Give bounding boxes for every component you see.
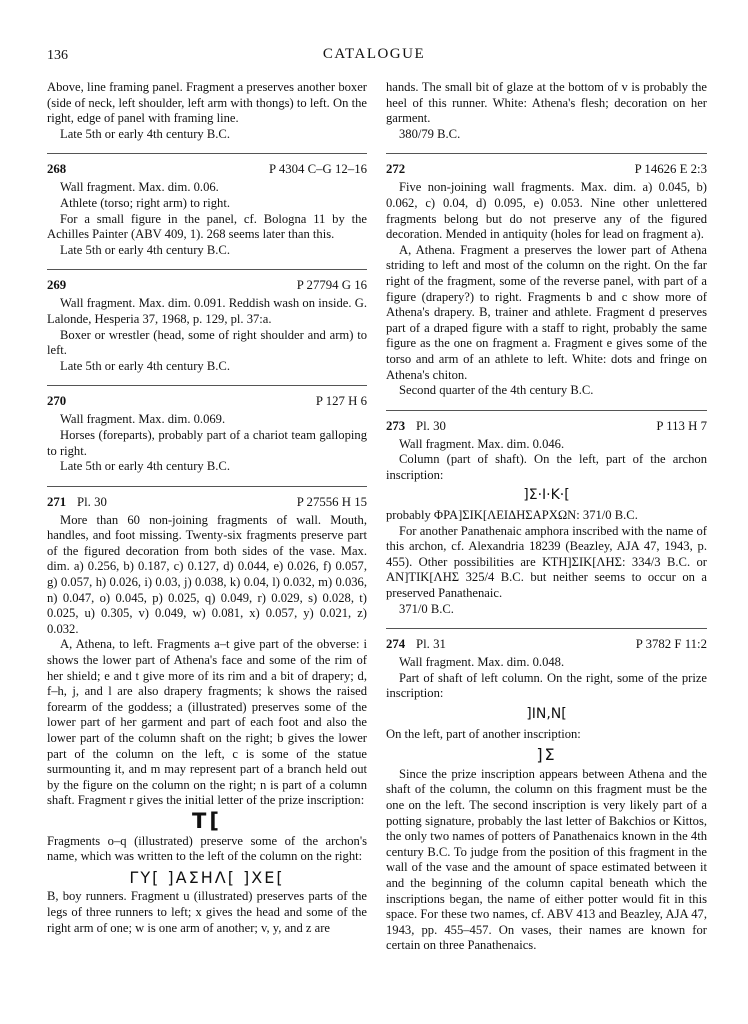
entry-text: Wall fragment. Max. dim. 0.048. — [399, 655, 565, 670]
prize-inscription: ]ΙΝ,Ν[ — [526, 706, 567, 722]
entry-text: Five non-joining wall fragments. Max. dim. a) 0.045, b) 0.062, c) 0.04, d) 0.095, e) 0.053. Nine other unlettered fragments belong but do not preserve any of the figured decoration. Mended in antiquity (holes for lead on fragment a). — [386, 180, 707, 242]
entry-number: 273 — [386, 418, 406, 433]
entry-date: Late 5th or early 4th century B.C. — [60, 242, 230, 257]
entry-number: 270 — [47, 394, 67, 409]
entry-text: Part of shaft of left column. On the right, some of the prize inscription: — [386, 670, 707, 701]
entry-text: B, boy runners. Fragment u (illustrated) preserves parts of the legs of three runners to left; x gives the head and some of the right arm of one; w is one arm of another; v, y, and z are — [47, 889, 367, 935]
entry-text: Wall fragment. Max. dim. 0.069. — [60, 412, 226, 427]
entry-number: 274 — [386, 637, 406, 652]
running-title: CATALOGUE — [322, 46, 426, 62]
intro-text: Above, line framing panel. Fragment a preserves another boxer (side of neck, left shoulder, left arm with thongs) to left. On the right, edge of panel with framing line. — [47, 80, 367, 126]
entry-text: Wall fragment. Max. dim. 0.091. Reddish wash on inside. G. Lalonde, Hesperia 37, 1968, p. 129, pl. 37:a. — [47, 296, 367, 326]
entry-text: probably ΦΡΑ]ΣΙΚ[ΛΕΙΔΗΣΑΡΧΩΝ: 371/0 B.C. — [386, 508, 638, 523]
entry-text: Wall fragment. Max. dim. 0.06. — [60, 180, 219, 195]
entry-text: A, Athena. Fragment a preserves the lower part of Athena striding to left and most of the column on the right. On the far right of the fragment, some of the reverse panel, with part of a figure (drapery?) to right. Fragments b and c show more of Athena's drapery. B, trainer and athlete. Fragment d preserves part of a draped figure with a staff to right, probably the same figure as the one on fragment a. Fragment e gives some of the torso and arm of an athlete to left. White: dots and fringe on Athena's chiton. — [386, 242, 707, 382]
entry-date: 380/79 B.C. — [399, 126, 461, 141]
accession: P 3782 F 11:2 — [635, 637, 707, 652]
entry-number: 269 — [47, 278, 67, 293]
accession: P 113 H 7 — [656, 418, 707, 433]
entry-272-heading — [386, 153, 707, 180]
entry-text: More than 60 non-joining fragments of wall. Mouth, handles, and foot missing. Twenty-six fragments preserve part of the figured decoration from both sides of the vase. Max. dim. a) 0.256, b) 0.187, c) 0.127, d) 0.044, e) 0.026, f) 0.057, g) 0.057, h) 0.026, i) 0.03, j) 0.038, k) 0.04, l) 0.032, m) 0.036, n) 0.047, o) 0.045, p) 0.025, q) 0.049, r) 0.029, s) 0.028, t) 0.025, u) 0.305, v) 0.049, w) 0.081, x) 0.057, y) 0.021, z) 0.032. — [47, 512, 367, 636]
entry-271-heading — [47, 486, 367, 513]
entry-text: On the left, part of another inscription: — [386, 726, 581, 741]
accession: P 127 H 6 — [315, 394, 367, 409]
entry-date: Second quarter of the 4th century B.C. — [399, 383, 594, 398]
entry-text: Boxer or wrestler (head, some of right shoulder and arm) to left. — [47, 327, 367, 358]
prize-inscription: T[ — [192, 808, 222, 833]
plate-ref: Pl. 30 — [77, 494, 107, 509]
entry-date: Late 5th or early 4th century B.C. — [60, 459, 230, 474]
entry-text: A, Athena, to left. Fragments a–t give part of the obverse: i shows the lower part of Athena's face and some of the rim of her shield; e and t give more of its rim and a bit of drapery; d, f–h, j, and l are also drapery fragments; k shows the raised forearm of the goddess; a (illustrated) preserves some of the lower part of her garment and part of each foot and also the lower part of the column shaft on the right; b gives the lower part of the column on the left, c is some of the statue surmounting it, and m may represent part of a branch held out by the figure on the column on the right; n is part of a column shaft. Fragment r gives the initial letter of the prize inscription: — [47, 637, 367, 808]
continued-text: hands. The small bit of glaze at the bottom of v is probably the heel of this runner. White: Athena's flesh; decoration on her garment. — [386, 80, 707, 126]
potter-inscription: ]Σ — [536, 745, 557, 765]
accession: P 27556 H 15 — [296, 494, 367, 509]
left-column — [47, 80, 367, 936]
accession: P 14626 E 2:3 — [634, 162, 707, 177]
entry-number: 268 — [47, 162, 67, 177]
page-number: 136 — [47, 48, 68, 63]
entry-text: Fragments o–q (illustrated) preserve some of the archon's name, which was written to the left of the column on the right: — [47, 833, 367, 864]
entry-text: For a small figure in the panel, cf. Bologna 11 by the Achilles Painter (ABV 409, 1). 268 seems later than this. — [47, 211, 367, 242]
entry-text: For another Panathenaic amphora inscribed with the name of this archon, cf. Alexandria 18239 (Beazley, AJA 47, 1943, p. 455). Other possibilities are ΚΤΗ]ΣΙΚ[ΛΗΣ: 334/3 B.C. or ΑΝ]ΤΙΚ[ΛΗΣ 325/4 B.C. but neither seems to occur on a preserved Panathenaic. — [386, 523, 707, 601]
entry-date: Late 5th or early 4th century B.C. — [60, 358, 230, 373]
entry-number: 271 — [47, 494, 67, 509]
entry-text: Horses (foreparts), probably part of a chariot team galloping to right. — [47, 427, 367, 458]
plate-ref: Pl. 31 — [416, 637, 446, 652]
entry-270-heading — [47, 385, 367, 412]
entry-273-heading — [386, 410, 707, 437]
entry-269-heading — [47, 269, 367, 296]
accession: P 4304 C–G 12–16 — [268, 162, 367, 177]
entry-text: Column (part of shaft). On the left, part of the archon inscription: — [386, 452, 707, 482]
intro-date: Late 5th or early 4th century B.C. — [60, 126, 230, 141]
entry-date: 371/0 B.C. — [399, 601, 454, 616]
archon-inscription: ]Σ·I·K·[ — [523, 487, 570, 504]
archon-inscription: ΓΥ[ ]ΑΣΗΛ[ ]ΧΕ[ — [129, 867, 285, 887]
entry-text: Wall fragment. Max. dim. 0.046. — [399, 436, 565, 451]
entry-number: 272 — [386, 162, 406, 177]
entry-274-heading — [386, 628, 707, 655]
entry-text: Athlete (torso; right arm) to right. — [60, 195, 230, 210]
plate-ref: Pl. 30 — [416, 418, 446, 433]
right-column — [386, 80, 707, 954]
entry-268-heading — [47, 153, 367, 180]
entry-text: Since the prize inscription appears between Athena and the shaft of the column, the column on this fragment must be the one on the left. The second inscription is very likely part of a potting signature, probably the last letter of Bakchios or Kittos, the only two names of potters of Panathenaics known in the 4th century B.C. To judge from the position of this fragment in the wall of the vase and the amount of space estimated between it and the beginning of the column capital beneath which the inscriptions began, the name of either potter would fit in this space. For these two names, cf. ABV 413 and Beazley, AJA 47, 1943, pp. 455–457. On vases, their names are known for certain on three Panathenaics. — [386, 766, 707, 953]
accession: P 27794 G 16 — [296, 278, 367, 293]
